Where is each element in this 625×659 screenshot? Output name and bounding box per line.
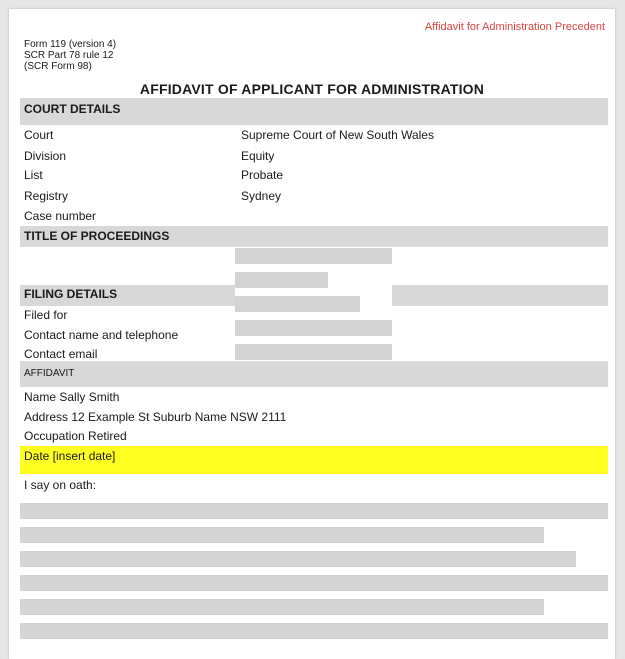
registry-value: Sydney — [241, 189, 282, 203]
form-rule: SCR Part 78 rule 12 — [24, 50, 114, 61]
form-number: Form 119 (version 4) — [24, 39, 117, 50]
deponent-name: Name Sally Smith — [24, 390, 120, 404]
document-page — [9, 9, 615, 659]
court-value: Supreme Court of New South Wales — [241, 128, 434, 142]
filed-for-label: Filed for — [24, 308, 68, 322]
court-label: Court — [24, 128, 54, 142]
document-title: AFFIDAVIT OF APPLICANT FOR ADMINISTRATION — [139, 81, 485, 97]
redacted-line — [20, 575, 608, 591]
affidavit-heading: AFFIDAVIT — [24, 368, 75, 379]
contact-email-label: Contact email — [24, 347, 98, 361]
filing-details-heading: FILING DETAILS — [24, 287, 118, 301]
list-label: List — [24, 168, 43, 182]
division-label: Division — [24, 149, 67, 163]
registry-label: Registry — [24, 189, 69, 203]
contact-name-label: Contact name and telephone — [24, 328, 179, 342]
deponent-occupation: Occupation Retired — [24, 429, 127, 443]
redacted-block — [235, 296, 360, 312]
redacted-block — [235, 344, 392, 360]
form-reference — [24, 39, 116, 72]
affidavit-date: Date [insert date] — [24, 449, 116, 463]
deponent-address: Address 12 Example St Suburb Name NSW 2111 — [24, 410, 287, 424]
form-scr: (SCR Form 98) — [24, 61, 92, 72]
title-of-proceedings-heading: TITLE OF PROCEEDINGS — [24, 229, 170, 243]
precedent-label: Affidavit for Administration Precedent — [424, 21, 605, 33]
list-value: Probate — [241, 168, 284, 182]
case-number-label: Case number — [24, 209, 97, 223]
redacted-block — [235, 320, 392, 336]
redacted-line — [20, 623, 608, 639]
affidavit-band — [20, 361, 608, 387]
division-value: Equity — [241, 149, 275, 163]
filing-details-band-right — [392, 285, 608, 306]
redacted-line — [20, 503, 608, 519]
redacted-line — [20, 599, 544, 615]
redacted-block — [235, 248, 392, 264]
redacted-block — [235, 272, 328, 288]
court-details-heading: COURT DETAILS — [24, 102, 121, 116]
redacted-line — [20, 551, 576, 567]
oath-statement: I say on oath: — [24, 478, 97, 492]
redacted-line — [20, 527, 544, 543]
